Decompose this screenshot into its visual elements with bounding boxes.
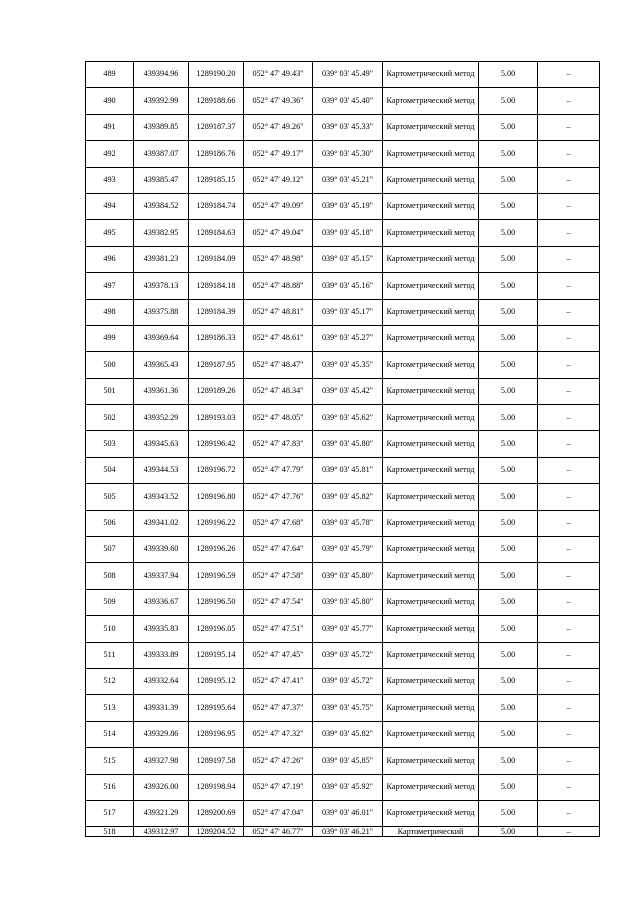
latitude-cell: 052° 47' 48.05" — [244, 405, 313, 431]
longitude-cell: 039° 03' 45.80" — [313, 563, 383, 589]
y-coordinate-cell: 1289190.20 — [189, 62, 244, 88]
table-row — [86, 484, 600, 510]
x-coordinate-cell: 439321.29 — [134, 800, 189, 826]
table-row — [86, 457, 600, 483]
coordinates-table — [85, 61, 600, 837]
accuracy-cell: 5.00 — [479, 325, 538, 351]
method-cell: Картометрический метод — [383, 668, 479, 694]
y-coordinate-cell: 1289186.76 — [189, 141, 244, 167]
note-cell: – — [538, 457, 600, 483]
method-cell: Картометрический метод — [383, 62, 479, 88]
point-number-cell: 489 — [86, 62, 134, 88]
note-cell: – — [538, 748, 600, 774]
method-cell: Картометрический метод — [383, 378, 479, 404]
x-coordinate-cell: 439329.86 — [134, 721, 189, 747]
point-number-cell: 500 — [86, 352, 134, 378]
point-number-cell: 493 — [86, 167, 134, 193]
x-coordinate-cell: 439327.98 — [134, 748, 189, 774]
table-row — [86, 800, 600, 826]
latitude-cell: 052° 47' 47.32" — [244, 721, 313, 747]
y-coordinate-cell: 1289184.74 — [189, 193, 244, 219]
x-coordinate-cell: 439337.94 — [134, 563, 189, 589]
note-cell: – — [538, 246, 600, 272]
point-number-cell: 497 — [86, 273, 134, 299]
note-cell: – — [538, 695, 600, 721]
method-cell: Картометрический метод — [383, 642, 479, 668]
point-number-cell: 491 — [86, 114, 134, 140]
latitude-cell: 052° 47' 49.12" — [244, 167, 313, 193]
table-row — [86, 827, 600, 837]
point-number-cell: 512 — [86, 668, 134, 694]
y-coordinate-cell: 1289196.95 — [189, 721, 244, 747]
point-number-cell: 504 — [86, 457, 134, 483]
accuracy-cell: 5.00 — [479, 88, 538, 114]
method-cell: Картометрический метод — [383, 114, 479, 140]
table-row — [86, 642, 600, 668]
latitude-cell: 052° 47' 47.58" — [244, 563, 313, 589]
latitude-cell: 052° 47' 47.19" — [244, 774, 313, 800]
accuracy-cell: 5.00 — [479, 141, 538, 167]
table-row — [86, 246, 600, 272]
y-coordinate-cell: 1289196.05 — [189, 616, 244, 642]
y-coordinate-cell: 1289196.26 — [189, 537, 244, 563]
table-row — [86, 325, 600, 351]
latitude-cell: 052° 47' 47.04" — [244, 800, 313, 826]
longitude-cell: 039° 03' 45.16" — [313, 273, 383, 299]
table-row — [86, 114, 600, 140]
note-cell: – — [538, 827, 600, 837]
accuracy-cell: 5.00 — [479, 114, 538, 140]
accuracy-cell: 5.00 — [479, 220, 538, 246]
accuracy-cell: 5.00 — [479, 563, 538, 589]
longitude-cell: 039° 03' 45.82" — [313, 721, 383, 747]
method-cell: Картометрический метод — [383, 405, 479, 431]
table-row — [86, 88, 600, 114]
y-coordinate-cell: 1289200.69 — [189, 800, 244, 826]
x-coordinate-cell: 439394.96 — [134, 62, 189, 88]
latitude-cell: 052° 47' 49.09" — [244, 193, 313, 219]
y-coordinate-cell: 1289189.26 — [189, 378, 244, 404]
latitude-cell: 052° 47' 49.17" — [244, 141, 313, 167]
note-cell: – — [538, 616, 600, 642]
x-coordinate-cell: 439331.39 — [134, 695, 189, 721]
longitude-cell: 039° 03' 45.75" — [313, 695, 383, 721]
accuracy-cell: 5.00 — [479, 484, 538, 510]
note-cell: – — [538, 721, 600, 747]
method-cell: Картометрический метод — [383, 616, 479, 642]
point-number-cell: 515 — [86, 748, 134, 774]
point-number-cell: 513 — [86, 695, 134, 721]
table-row — [86, 273, 600, 299]
longitude-cell: 039° 03' 45.72" — [313, 642, 383, 668]
note-cell: – — [538, 220, 600, 246]
accuracy-cell: 5.00 — [479, 405, 538, 431]
table-row — [86, 774, 600, 800]
method-cell: Картометрический метод — [383, 563, 479, 589]
latitude-cell: 052° 47' 47.41" — [244, 668, 313, 694]
y-coordinate-cell: 1289195.64 — [189, 695, 244, 721]
x-coordinate-cell: 439332.64 — [134, 668, 189, 694]
point-number-cell: 494 — [86, 193, 134, 219]
method-cell: Картометрический метод — [383, 167, 479, 193]
note-cell: – — [538, 668, 600, 694]
x-coordinate-cell: 439339.60 — [134, 537, 189, 563]
x-coordinate-cell: 439345.63 — [134, 431, 189, 457]
x-coordinate-cell: 439369.64 — [134, 325, 189, 351]
latitude-cell: 052° 47' 49.43" — [244, 62, 313, 88]
latitude-cell: 052° 47' 47.51" — [244, 616, 313, 642]
accuracy-cell: 5.00 — [479, 246, 538, 272]
y-coordinate-cell: 1289184.18 — [189, 273, 244, 299]
method-cell: Картометрический метод — [383, 510, 479, 536]
point-number-cell: 502 — [86, 405, 134, 431]
note-cell: – — [538, 141, 600, 167]
point-number-cell: 505 — [86, 484, 134, 510]
x-coordinate-cell: 439344.53 — [134, 457, 189, 483]
accuracy-cell: 5.00 — [479, 721, 538, 747]
longitude-cell: 039° 03' 45.35" — [313, 352, 383, 378]
x-coordinate-cell: 439375.88 — [134, 299, 189, 325]
method-cell: Картометрический метод — [383, 246, 479, 272]
method-cell: Картометрический метод — [383, 748, 479, 774]
note-cell: – — [538, 589, 600, 615]
note-cell: – — [538, 114, 600, 140]
longitude-cell: 039° 03' 45.62" — [313, 405, 383, 431]
method-cell: Картометрический метод — [383, 88, 479, 114]
table-row — [86, 589, 600, 615]
longitude-cell: 039° 03' 45.27" — [313, 325, 383, 351]
latitude-cell: 052° 47' 47.54" — [244, 589, 313, 615]
point-number-cell: 509 — [86, 589, 134, 615]
accuracy-cell: 5.00 — [479, 668, 538, 694]
latitude-cell: 052° 47' 47.79" — [244, 457, 313, 483]
longitude-cell: 039° 03' 45.21" — [313, 167, 383, 193]
x-coordinate-cell: 439343.52 — [134, 484, 189, 510]
x-coordinate-cell: 439333.89 — [134, 642, 189, 668]
note-cell: – — [538, 299, 600, 325]
y-coordinate-cell: 1289195.14 — [189, 642, 244, 668]
latitude-cell: 052° 47' 49.36" — [244, 88, 313, 114]
latitude-cell: 052° 47' 48.81" — [244, 299, 313, 325]
longitude-cell: 039° 03' 45.49" — [313, 62, 383, 88]
method-cell: Картометрический метод — [383, 800, 479, 826]
point-number-cell: 514 — [86, 721, 134, 747]
longitude-cell: 039° 03' 45.85" — [313, 748, 383, 774]
table-row — [86, 668, 600, 694]
latitude-cell: 052° 47' 48.34" — [244, 378, 313, 404]
note-cell: – — [538, 431, 600, 457]
y-coordinate-cell: 1289193.03 — [189, 405, 244, 431]
method-cell: Картометрический — [383, 827, 479, 837]
note-cell: – — [538, 273, 600, 299]
accuracy-cell: 5.00 — [479, 695, 538, 721]
y-coordinate-cell: 1289196.22 — [189, 510, 244, 536]
y-coordinate-cell: 1289195.12 — [189, 668, 244, 694]
table-row — [86, 721, 600, 747]
x-coordinate-cell: 439392.99 — [134, 88, 189, 114]
latitude-cell: 052° 47' 46.77" — [244, 827, 313, 837]
y-coordinate-cell: 1289196.80 — [189, 484, 244, 510]
method-cell: Картометрический метод — [383, 141, 479, 167]
note-cell: – — [538, 484, 600, 510]
note-cell: – — [538, 537, 600, 563]
table-row — [86, 405, 600, 431]
latitude-cell: 052° 47' 49.26" — [244, 114, 313, 140]
latitude-cell: 052° 47' 47.37" — [244, 695, 313, 721]
method-cell: Картометрический метод — [383, 431, 479, 457]
note-cell: – — [538, 510, 600, 536]
x-coordinate-cell: 439365.43 — [134, 352, 189, 378]
accuracy-cell: 5.00 — [479, 827, 538, 837]
point-number-cell: 501 — [86, 378, 134, 404]
table-row — [86, 748, 600, 774]
table-row — [86, 299, 600, 325]
y-coordinate-cell: 1289196.59 — [189, 563, 244, 589]
longitude-cell: 039° 03' 45.80" — [313, 589, 383, 615]
accuracy-cell: 5.00 — [479, 457, 538, 483]
point-number-cell: 510 — [86, 616, 134, 642]
point-number-cell: 508 — [86, 563, 134, 589]
y-coordinate-cell: 1289197.58 — [189, 748, 244, 774]
latitude-cell: 052° 47' 47.64" — [244, 537, 313, 563]
y-coordinate-cell: 1289196.72 — [189, 457, 244, 483]
y-coordinate-cell: 1289186.33 — [189, 325, 244, 351]
longitude-cell: 039° 03' 45.77" — [313, 616, 383, 642]
latitude-cell: 052° 47' 48.98" — [244, 246, 313, 272]
note-cell: – — [538, 193, 600, 219]
y-coordinate-cell: 1289204.52 — [189, 827, 244, 837]
accuracy-cell: 5.00 — [479, 616, 538, 642]
table-row — [86, 537, 600, 563]
accuracy-cell: 5.00 — [479, 537, 538, 563]
y-coordinate-cell: 1289187.95 — [189, 352, 244, 378]
longitude-cell: 039° 03' 45.80" — [313, 431, 383, 457]
accuracy-cell: 5.00 — [479, 642, 538, 668]
x-coordinate-cell: 439352.29 — [134, 405, 189, 431]
longitude-cell: 039° 03' 45.17" — [313, 299, 383, 325]
x-coordinate-cell: 439326.00 — [134, 774, 189, 800]
longitude-cell: 039° 03' 45.72" — [313, 668, 383, 694]
method-cell: Картометрический метод — [383, 352, 479, 378]
accuracy-cell: 5.00 — [479, 299, 538, 325]
y-coordinate-cell: 1289185.15 — [189, 167, 244, 193]
y-coordinate-cell: 1289184.63 — [189, 220, 244, 246]
longitude-cell: 039° 03' 45.19" — [313, 193, 383, 219]
method-cell: Картометрический метод — [383, 457, 479, 483]
table-row — [86, 695, 600, 721]
x-coordinate-cell: 439389.85 — [134, 114, 189, 140]
method-cell: Картометрический метод — [383, 537, 479, 563]
point-number-cell: 495 — [86, 220, 134, 246]
note-cell: – — [538, 352, 600, 378]
method-cell: Картометрический метод — [383, 774, 479, 800]
note-cell: – — [538, 167, 600, 193]
longitude-cell: 039° 03' 45.40" — [313, 88, 383, 114]
table-row — [86, 378, 600, 404]
longitude-cell: 039° 03' 45.15" — [313, 246, 383, 272]
point-number-cell: 506 — [86, 510, 134, 536]
latitude-cell: 052° 47' 47.45" — [244, 642, 313, 668]
table-body — [86, 62, 600, 837]
accuracy-cell: 5.00 — [479, 800, 538, 826]
method-cell: Картометрический метод — [383, 273, 479, 299]
accuracy-cell: 5.00 — [479, 378, 538, 404]
x-coordinate-cell: 439336.67 — [134, 589, 189, 615]
y-coordinate-cell: 1289184.09 — [189, 246, 244, 272]
method-cell: Картометрический метод — [383, 484, 479, 510]
longitude-cell: 039° 03' 45.79" — [313, 537, 383, 563]
accuracy-cell: 5.00 — [479, 510, 538, 536]
longitude-cell: 039° 03' 45.92" — [313, 774, 383, 800]
note-cell: – — [538, 378, 600, 404]
latitude-cell: 052° 47' 47.68" — [244, 510, 313, 536]
note-cell: – — [538, 325, 600, 351]
latitude-cell: 052° 47' 49.04" — [244, 220, 313, 246]
table-row — [86, 220, 600, 246]
x-coordinate-cell: 439381.23 — [134, 246, 189, 272]
y-coordinate-cell: 1289188.66 — [189, 88, 244, 114]
latitude-cell: 052° 47' 48.61" — [244, 325, 313, 351]
accuracy-cell: 5.00 — [479, 352, 538, 378]
point-number-cell: 511 — [86, 642, 134, 668]
note-cell: – — [538, 62, 600, 88]
note-cell: – — [538, 642, 600, 668]
method-cell: Картометрический метод — [383, 589, 479, 615]
longitude-cell: 039° 03' 46.21" — [313, 827, 383, 837]
longitude-cell: 039° 03' 45.30" — [313, 141, 383, 167]
table-row — [86, 167, 600, 193]
point-number-cell: 490 — [86, 88, 134, 114]
longitude-cell: 039° 03' 45.78" — [313, 510, 383, 536]
table-row — [86, 141, 600, 167]
latitude-cell: 052° 47' 47.76" — [244, 484, 313, 510]
y-coordinate-cell: 1289187.37 — [189, 114, 244, 140]
accuracy-cell: 5.00 — [479, 273, 538, 299]
point-number-cell: 517 — [86, 800, 134, 826]
point-number-cell: 499 — [86, 325, 134, 351]
longitude-cell: 039° 03' 45.18" — [313, 220, 383, 246]
longitude-cell: 039° 03' 45.82" — [313, 484, 383, 510]
longitude-cell: 039° 03' 45.42" — [313, 378, 383, 404]
table-row — [86, 510, 600, 536]
table-row — [86, 563, 600, 589]
table-row — [86, 616, 600, 642]
x-coordinate-cell: 439382.95 — [134, 220, 189, 246]
longitude-cell: 039° 03' 45.81" — [313, 457, 383, 483]
latitude-cell: 052° 47' 48.88" — [244, 273, 313, 299]
accuracy-cell: 5.00 — [479, 431, 538, 457]
y-coordinate-cell: 1289198.94 — [189, 774, 244, 800]
method-cell: Картометрический метод — [383, 721, 479, 747]
point-number-cell: 507 — [86, 537, 134, 563]
point-number-cell: 503 — [86, 431, 134, 457]
table-row — [86, 431, 600, 457]
point-number-cell: 518 — [86, 827, 134, 837]
note-cell: – — [538, 88, 600, 114]
method-cell: Картометрический метод — [383, 193, 479, 219]
point-number-cell: 492 — [86, 141, 134, 167]
accuracy-cell: 5.00 — [479, 589, 538, 615]
x-coordinate-cell: 439387.07 — [134, 141, 189, 167]
note-cell: – — [538, 405, 600, 431]
accuracy-cell: 5.00 — [479, 774, 538, 800]
longitude-cell: 039° 03' 45.33" — [313, 114, 383, 140]
accuracy-cell: 5.00 — [479, 62, 538, 88]
note-cell: – — [538, 800, 600, 826]
table-row — [86, 62, 600, 88]
accuracy-cell: 5.00 — [479, 193, 538, 219]
note-cell: – — [538, 774, 600, 800]
method-cell: Картометрический метод — [383, 299, 479, 325]
x-coordinate-cell: 439384.52 — [134, 193, 189, 219]
y-coordinate-cell: 1289196.42 — [189, 431, 244, 457]
longitude-cell: 039° 03' 46.01" — [313, 800, 383, 826]
table-row — [86, 352, 600, 378]
note-cell: – — [538, 563, 600, 589]
method-cell: Картометрический метод — [383, 325, 479, 351]
latitude-cell: 052° 47' 47.83" — [244, 431, 313, 457]
latitude-cell: 052° 47' 48.47" — [244, 352, 313, 378]
y-coordinate-cell: 1289196.50 — [189, 589, 244, 615]
point-number-cell: 496 — [86, 246, 134, 272]
point-number-cell: 516 — [86, 774, 134, 800]
x-coordinate-cell: 439361.36 — [134, 378, 189, 404]
latitude-cell: 052° 47' 47.26" — [244, 748, 313, 774]
x-coordinate-cell: 439341.02 — [134, 510, 189, 536]
accuracy-cell: 5.00 — [479, 748, 538, 774]
method-cell: Картометрический метод — [383, 695, 479, 721]
method-cell: Картометрический метод — [383, 220, 479, 246]
y-coordinate-cell: 1289184.39 — [189, 299, 244, 325]
accuracy-cell: 5.00 — [479, 167, 538, 193]
x-coordinate-cell: 439335.83 — [134, 616, 189, 642]
x-coordinate-cell: 439378.13 — [134, 273, 189, 299]
table-row — [86, 193, 600, 219]
x-coordinate-cell: 439312.97 — [134, 827, 189, 837]
x-coordinate-cell: 439385.47 — [134, 167, 189, 193]
point-number-cell: 498 — [86, 299, 134, 325]
